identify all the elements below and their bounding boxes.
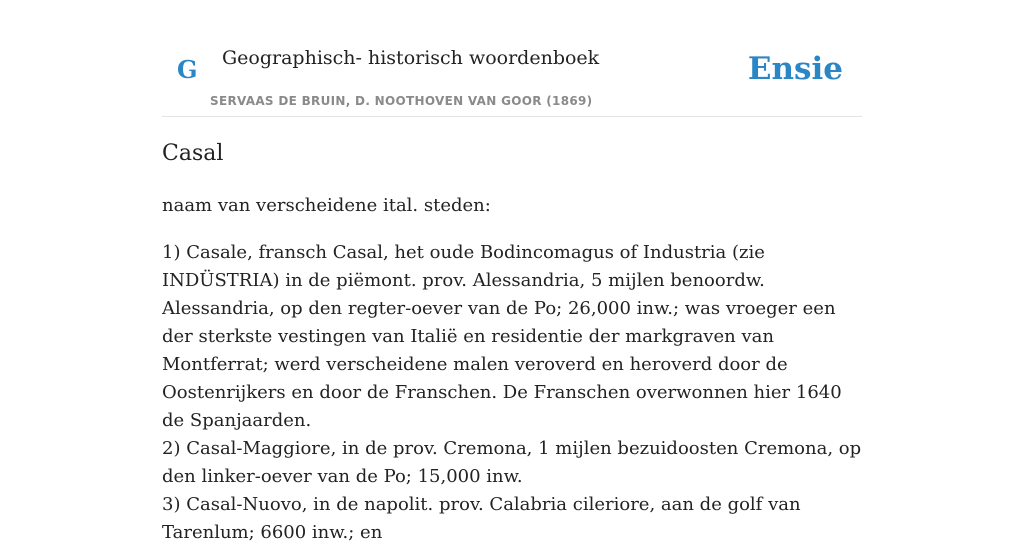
entry-paragraph: 1) Casale, fransch Casal, het oude Bodincomagus of Industria (zie INDÜSTRIA) in de piëmont. prov. Alessandria, 5 mijlen benoordw. Alessandria, op den regter-oever van de Po; 26,000 inw.; was vroeger een der sterkste vestingen van Italië en residentie der markgraven van Montferrat; werd verscheidene malen veroverd en heroverd door de Oostenrijkers en door de Franschen. De Franschen overwonnen hier 1640 de Spanjaarden.	[162, 242, 842, 431]
ensie-logo-link[interactable]: Ensie	[747, 51, 843, 87]
entry-title: Casal	[162, 141, 224, 166]
entry-article	[162, 138, 862, 547]
book-logo-link[interactable]: G	[177, 55, 198, 84]
book-title-link[interactable]: Geographisch- historisch woordenboek	[222, 47, 600, 69]
entry-body	[162, 239, 862, 547]
entry-intro: naam van verscheidene ital. steden:	[162, 195, 491, 216]
entry-paragraph: 3) Casal-Nuovo, in de napolit. prov. Calabria cileriore, aan de golf van Tarenlum; 6600 inw.; en	[162, 494, 801, 543]
site-header	[162, 0, 862, 117]
book-author: SERVAAS DE BRUIN, D. NOOTHOVEN VAN GOOR (1869)	[210, 94, 593, 108]
entry-paragraph: 2) Casal-Maggiore, in de prov. Cremona, 1 mijlen bezuidoosten Cremona, op den linker-oever van de Po; 15,000 inw.	[162, 438, 862, 487]
